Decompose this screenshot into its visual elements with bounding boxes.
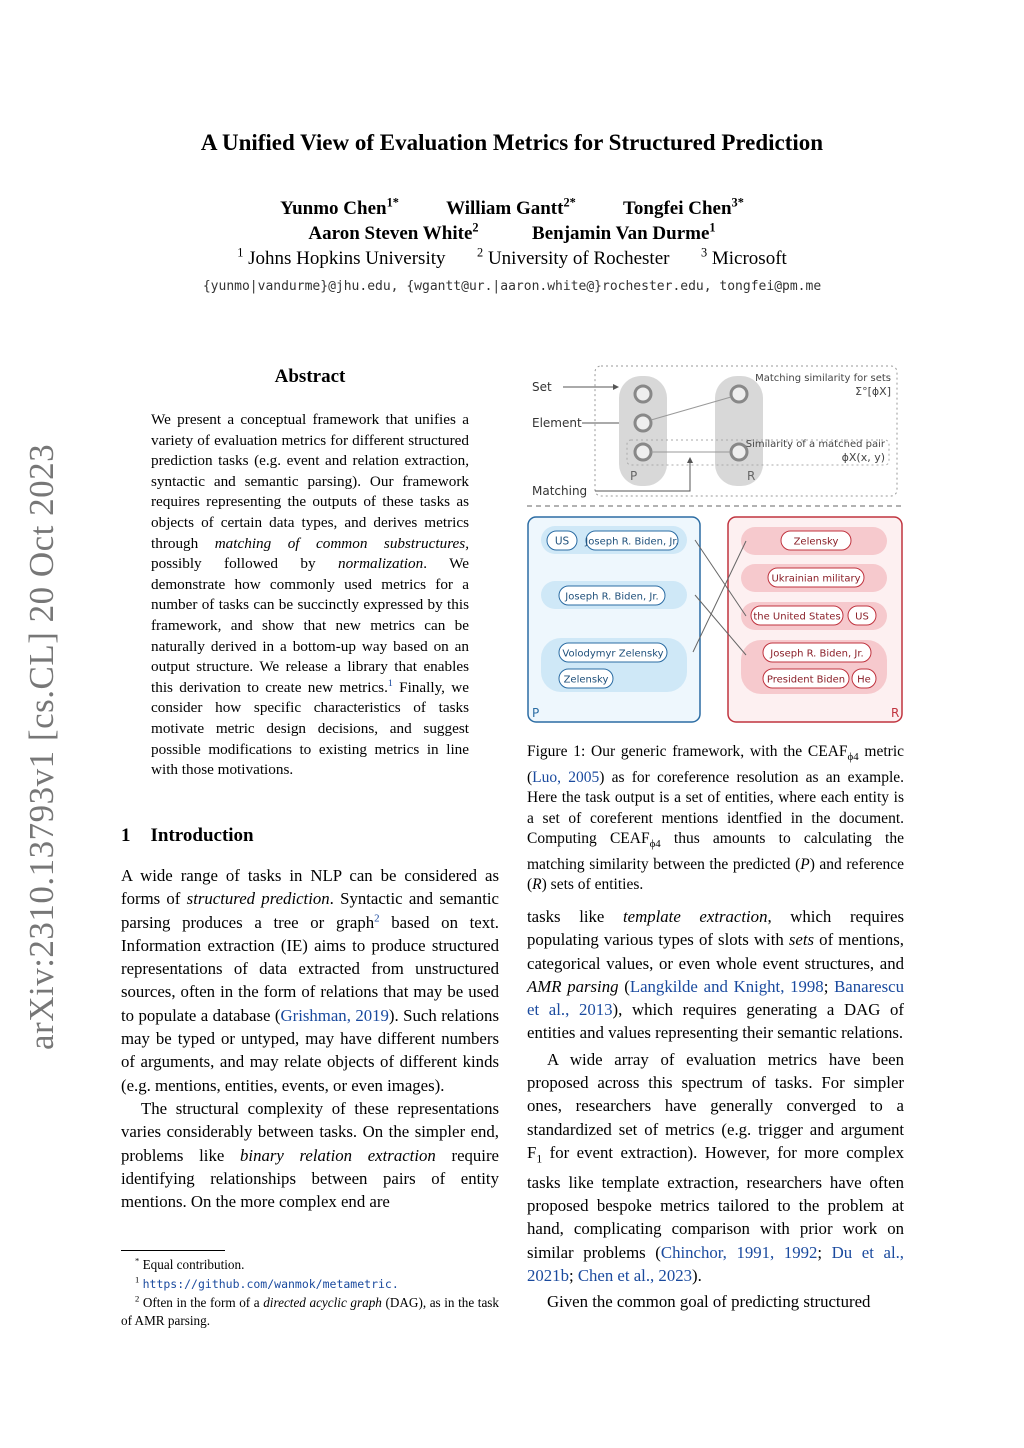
citation-link[interactable]: Langkilde and Knight, 1998 [629, 976, 824, 996]
paragraph: The structural complexity of these representations varies considerably between tasks. On the simpler end, problems like binary relation extraction require identifying relationships between pairs of entity mentions. On the more complex end are [121, 1098, 499, 1212]
citation-link[interactable]: Banarescu et al., 2013 [527, 976, 904, 1020]
footnote-0: * Equal contribution. [135, 1255, 245, 1272]
element-node [731, 386, 747, 402]
footnote-1: $^1$ https://github.com/wanmok/metametric. [135, 1274, 399, 1291]
mention-chip: President Biden [766, 674, 846, 686]
mention-chip: US [554, 535, 570, 548]
mention-chip: Zelensky [563, 674, 609, 686]
author-name: Aaron Steven White [308, 223, 473, 244]
paragraph: tasks like template extraction, which requires populating various types of slots with sets of mentions, categorical values, or even whole event structures, and AMR parsing (Langkilde and Knight, 1998; Banarescu et al., 2013), which requires generating a DAG of entities and values representing their semantic relations. [527, 907, 904, 1043]
mention-chip: Zelensky [793, 536, 839, 548]
pill-label-r: R [747, 469, 756, 483]
sim-sets-label: Matching similarity for sets [755, 373, 891, 384]
element-node [731, 444, 747, 460]
citation-link[interactable]: Chinchor, 1991, 1992 [660, 1242, 818, 1262]
author-name: Tongfei Chen [622, 198, 732, 219]
label-set: Set [532, 380, 552, 394]
footnote-ref[interactable]: 1 [387, 677, 393, 689]
section-heading: 1 Introduction [121, 825, 254, 846]
author-line-1: Yunmo Chen$^{1*}$ William Gantt$^{2*}$ Tongfei Chen$^{3*}$ [280, 195, 744, 219]
paragraph: A wide array of evaluation metrics have been proposed across this spectrum of tasks. For simpler ones, researchers have generally converged to a standardized set of metrics (e.g. trigger and argument $F_1$ for event extraction). However, for more complex tasks like template extraction, researchers have often proposed bespoke metrics tailored to the problem at hand, complicating comparison with prior work on similar problems (Chinchor, 1991, 1992; Du et al., 2021b; Chen et al., 2023). [527, 1049, 905, 1285]
sim-sets-formula: Σ°[ϕX] [855, 385, 891, 398]
author-name: William Gantt [446, 198, 564, 219]
paragraph: A wide range of tasks in NLP can be considered as forms of structured prediction. Syntactic and semantic parsing produces a tree or graph$^2$ based on text. Information extraction (IE) aims to produce structured representations of data extracted from unstructured sources, often in the form of relations that may be used to populate a database (Grishman, 2019). Such relations may be typed or untyped, may have different numbers of arguments, and may relate objects of different kinds (e.g. mentions, entities, events, or even images). [121, 866, 499, 1095]
author-line-2: Aaron Steven White$^2$ Benjamin Van Durme$^1$ [308, 220, 716, 244]
footnote-2: $^2$ Often in the form of a directed acyclic graph (DAG), as in the task of AMR parsing. [121, 1293, 500, 1328]
author-name: Yunmo Chen [280, 198, 387, 219]
citation-link[interactable]: Chen et al., 2023 [577, 1265, 692, 1285]
footnote-rule [121, 1250, 225, 1251]
abstract-heading: Abstract [274, 366, 346, 387]
paragraph: Given the common goal of predicting structured [547, 1292, 871, 1312]
intro-right-column [527, 905, 904, 1313]
p-box-label: P [532, 706, 540, 720]
mention-chip: US [855, 611, 869, 623]
citation-link[interactable]: Du et al., 2021b [527, 1242, 905, 1285]
paper-title: A Unified View of Evaluation Metrics for Structured Prediction [200, 130, 824, 155]
arxiv-side-label: arXiv:2310.13793v1 [cs.CL] 20 Oct 2023 [22, 443, 61, 1050]
element-node [635, 386, 651, 402]
label-element: Element [532, 416, 582, 430]
mention-chip: Joseph R. Biden, Jr. [565, 591, 659, 603]
mention-chip: Ukrainian military [771, 573, 861, 585]
citation-link[interactable]: Luo, 2005 [532, 768, 600, 786]
pill-label-p: P [630, 469, 638, 483]
footnote-url-link[interactable]: https://github.com/wanmok/metametric. [142, 1277, 399, 1291]
r-box-label: R [891, 706, 900, 720]
author-emails: {yunmo|vandurme}@jhu.edu, {wgantt@ur.|aaron.white@}rochester.edu, tongfei@pm.me [202, 279, 822, 294]
sim-pair-formula: ϕX(x, y) [841, 451, 885, 464]
mention-chip: He [857, 674, 871, 686]
abstract-body: We present a conceptual framework that unifies a variety of evaluation metrics for different structured prediction tasks (e.g. event and relation extraction, syntactic and semantic parsing). Our framework requires representing the outputs of these tasks as objects of certain data types, and derives metrics through matching of common substructures, possibly followed by normalization. We demonstrate how commonly used metrics for a number of tasks can be succinctly expressed by this framework, and show that new metrics can be naturally derived in a bottom-up way based on an output structure. We release a library that enables this derivation to create new metrics.$^1$ Finally, we consider how specific characteristics of tasks motivate metric design decisions, and suggest possible modifications to existing metrics in line with those motivations. [151, 411, 469, 779]
label-matching: Matching [532, 484, 588, 498]
author-name: Benjamin Van Durme [532, 223, 710, 244]
mention-chip: Volodymyr Zelensky [562, 648, 664, 660]
mention-chip: Joseph R. Biden, Jr. [770, 648, 864, 660]
mention-chip: Joseph R. Biden, Jr. [585, 536, 679, 548]
element-node [635, 444, 651, 460]
figure-1-diagram [525, 360, 905, 730]
figure-caption: Figure 1: Our generic framework, with the $CEAF_{\phi 4}$ metric (Luo, 2005) as for coreference resolution as an example. Here the task output is a set of entities, where each entity is a set of coreferent mentions identfied in the document. Computing $CEAF_{\phi 4}$ thus amounts to calculating the matching similarity between the predicted (P) and reference (R) sets of entities. [527, 743, 905, 894]
intro-left-column [121, 864, 499, 1213]
element-node [635, 415, 651, 431]
mention-chip: the United States [753, 611, 841, 623]
sim-pair-label: Similarity of a matched pair [745, 439, 885, 450]
citation-link[interactable]: Grishman, 2019 [280, 1005, 389, 1025]
affiliations: $^1$ Johns Hopkins University $^2$ University of Rochester $^3$ Microsoft [237, 245, 787, 269]
footnote-ref[interactable]: 2 [374, 912, 380, 924]
